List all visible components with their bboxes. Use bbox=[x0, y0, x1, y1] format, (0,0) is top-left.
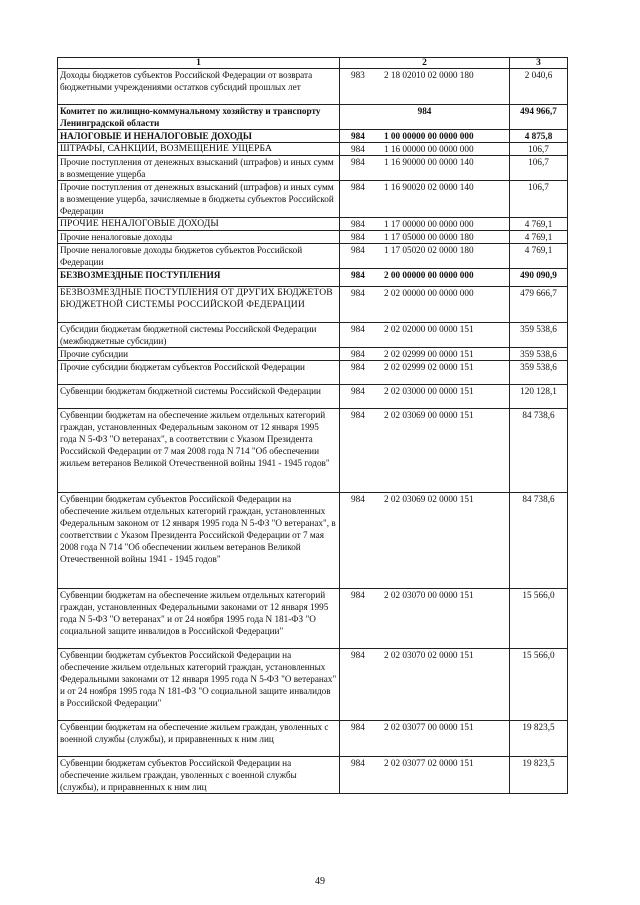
row-name: Прочие поступления от денежных взысканий (штрафов) и иных сумм в возмещение ущерба bbox=[58, 156, 340, 181]
table-row bbox=[58, 287, 568, 323]
row-admin-code: 984 bbox=[351, 590, 365, 600]
table-row bbox=[58, 181, 568, 218]
page-number: 49 bbox=[315, 876, 325, 887]
table-row bbox=[58, 244, 568, 269]
row-budget-code: 2 02 02999 02 0000 151 bbox=[384, 362, 474, 372]
row-name: Комитет по жилищно-коммунальному хозяйству и транспорту Ленинградской области bbox=[58, 105, 340, 130]
row-admin-code: 984 bbox=[351, 131, 365, 141]
row-budget-code: 1 17 05000 00 0000 180 bbox=[384, 232, 474, 242]
table-row bbox=[58, 105, 568, 130]
row-code-cell bbox=[340, 218, 510, 231]
row-code-cell bbox=[340, 757, 510, 794]
row-budget-code: 2 02 03069 00 0000 151 bbox=[384, 410, 474, 420]
row-amount: 84 738,6 bbox=[510, 409, 568, 493]
row-code-cell bbox=[340, 269, 510, 287]
row-admin-code: 984 bbox=[351, 182, 365, 192]
table-row bbox=[58, 69, 568, 105]
row-amount: 106,7 bbox=[510, 156, 568, 181]
row-admin-code: 984 bbox=[351, 722, 365, 732]
row-budget-code: 2 02 00000 00 0000 000 bbox=[384, 288, 474, 298]
row-name: ПРОЧИЕ НЕНАЛОГОВЫЕ ДОХОДЫ bbox=[58, 218, 340, 231]
table-row bbox=[58, 130, 568, 143]
row-admin-code: 984 bbox=[351, 245, 365, 255]
row-code-cell bbox=[340, 231, 510, 244]
row-code-cell bbox=[340, 287, 510, 323]
row-admin-code: 984 bbox=[351, 219, 365, 229]
row-admin-code: 984 bbox=[351, 650, 365, 660]
table-row bbox=[58, 409, 568, 493]
row-name: Прочие неналоговые доходы bbox=[58, 231, 340, 244]
row-budget-code: 2 02 02000 00 0000 151 bbox=[384, 324, 474, 334]
row-amount: 4 769,1 bbox=[510, 231, 568, 244]
table-row bbox=[58, 589, 568, 649]
row-code-cell bbox=[340, 409, 510, 493]
row-amount: 19 823,5 bbox=[510, 757, 568, 794]
row-amount: 4 875,8 bbox=[510, 130, 568, 143]
table-row bbox=[58, 757, 568, 794]
row-admin-code: 984 bbox=[351, 288, 365, 298]
row-name: НАЛОГОВЫЕ И НЕНАЛОГОВЫЕ ДОХОДЫ bbox=[58, 130, 340, 143]
row-amount: 359 538,6 bbox=[510, 361, 568, 385]
row-name: Прочие субсидии bbox=[58, 348, 340, 361]
row-amount: 490 090,9 bbox=[510, 269, 568, 287]
table-row bbox=[58, 361, 568, 385]
row-budget-code: 1 16 90000 00 0000 140 bbox=[384, 157, 474, 167]
row-name: Субвенции бюджетам субъектов Российской Федерации на обеспечение жильем отдельных категорий граждан, установленных Федеральным законом от 12 января 1995 года N 5-ФЗ "О ветеранах", в соответствии с Указом Президента Российской Федерации от 7 мая 2008 года N 714 "Об обеспечении жильем ветеранов Великой Отечественной войны 1941 - 1945 годов" bbox=[58, 493, 340, 589]
header-col-2: 2 bbox=[340, 58, 510, 69]
row-amount: 4 769,1 bbox=[510, 218, 568, 231]
row-code-cell bbox=[340, 69, 510, 105]
row-amount: 479 666,7 bbox=[510, 287, 568, 323]
header-row bbox=[58, 58, 568, 69]
row-budget-code: 2 02 02999 00 0000 151 bbox=[384, 349, 474, 359]
row-name: Субвенции бюджетам бюджетной системы Российской Федерации bbox=[58, 385, 340, 409]
row-amount: 120 128,1 bbox=[510, 385, 568, 409]
row-admin-code: 984 bbox=[351, 758, 365, 768]
row-admin-code: 984 bbox=[351, 362, 365, 372]
row-name: Прочие субсидии бюджетам субъектов Российской Федерации bbox=[58, 361, 340, 385]
row-admin-code: 983 bbox=[351, 70, 365, 80]
row-name: Субвенции бюджетам на обеспечение жильем граждан, уволенных с военной службы (службы), и приравненных к ним лиц bbox=[58, 721, 340, 757]
row-name: Доходы бюджетов субъектов Российской Федерации от возврата бюджетными учреждениями остатков субсидий прошлых лет bbox=[58, 69, 340, 105]
row-name: Субсидии бюджетам бюджетной системы Российской Федерации (межбюджетные субсидии) bbox=[58, 323, 340, 348]
row-admin-code: 984 bbox=[351, 232, 365, 242]
row-amount: 494 966,7 bbox=[510, 105, 568, 130]
row-admin-code: 984 bbox=[351, 144, 365, 154]
row-admin-code: 984 bbox=[351, 157, 365, 167]
row-code-cell bbox=[340, 143, 510, 156]
row-budget-code: 2 02 03000 00 0000 151 bbox=[384, 386, 474, 396]
row-code-cell bbox=[340, 156, 510, 181]
row-budget-code: 2 02 03069 02 0000 151 bbox=[384, 494, 474, 504]
row-name: ШТРАФЫ, САНКЦИИ, ВОЗМЕЩЕНИЕ УЩЕРБА bbox=[58, 143, 340, 156]
row-code-cell bbox=[340, 721, 510, 757]
header-col-3: 3 bbox=[510, 58, 568, 69]
row-amount: 84 738,6 bbox=[510, 493, 568, 589]
row-name: БЕЗВОЗМЕЗДНЫЕ ПОСТУПЛЕНИЯ ОТ ДРУГИХ БЮДЖЕТОВ БЮДЖЕТНОЙ СИСТЕМЫ РОССИЙСКОЙ ФЕДЕРАЦИИ bbox=[58, 287, 340, 323]
row-admin-code: 984 bbox=[417, 106, 432, 116]
row-code-cell bbox=[340, 589, 510, 649]
table-row bbox=[58, 385, 568, 409]
row-amount: 359 538,6 bbox=[510, 348, 568, 361]
row-amount: 106,7 bbox=[510, 143, 568, 156]
row-code-cell bbox=[340, 244, 510, 269]
row-code-cell bbox=[340, 649, 510, 721]
row-admin-code: 984 bbox=[351, 270, 365, 280]
row-amount: 106,7 bbox=[510, 181, 568, 218]
row-budget-code: 2 00 00000 00 0000 000 bbox=[384, 270, 474, 280]
row-code-cell bbox=[340, 385, 510, 409]
revenue-table bbox=[57, 57, 568, 794]
table-row bbox=[58, 721, 568, 757]
table-row bbox=[58, 323, 568, 348]
row-amount: 15 566,0 bbox=[510, 589, 568, 649]
table-row bbox=[58, 231, 568, 244]
row-code-cell bbox=[340, 105, 510, 130]
row-code-cell bbox=[340, 361, 510, 385]
row-budget-code: 2 02 03070 00 0000 151 bbox=[384, 590, 474, 600]
row-amount: 4 769,1 bbox=[510, 244, 568, 269]
row-amount: 19 823,5 bbox=[510, 721, 568, 757]
row-name: Субвенции бюджетам на обеспечение жильем отдельных категорий граждан, установленных Федеральными законами от 12 января 1995 года N 5-ФЗ "О ветеранах" и от 24 ноября 1995 года N 181-ФЗ "О социальной защите инвалидов в Российской Федерации" bbox=[58, 589, 340, 649]
row-name: БЕЗВОЗМЕЗДНЫЕ ПОСТУПЛЕНИЯ bbox=[58, 269, 340, 287]
row-budget-code: 1 16 00000 00 0000 000 bbox=[384, 144, 474, 154]
row-budget-code: 2 02 03077 00 0000 151 bbox=[384, 722, 474, 732]
table-row bbox=[58, 649, 568, 721]
table-row bbox=[58, 348, 568, 361]
table-body bbox=[58, 69, 568, 794]
row-name: Субвенции бюджетам субъектов Российской Федерации на обеспечение жильем отдельных категорий граждан, установленных Федеральными законами от 12 января 1995 года N 5-ФЗ "О ветеранах" и от 24 ноября 1995 года N 181-ФЗ "О социальной защите инвалидов в Российской Федерации" bbox=[58, 649, 340, 721]
row-name: Субвенции бюджетам субъектов Российской Федерации на обеспечение жильем граждан, уволенных с военной службы (службы), и приравненных к ним лиц bbox=[58, 757, 340, 794]
row-admin-code: 984 bbox=[351, 349, 365, 359]
table-row bbox=[58, 156, 568, 181]
row-name: Прочие поступления от денежных взысканий (штрафов) и иных сумм в возмещение ущерба, зачисляемые в бюджеты субъектов Российской Федерации bbox=[58, 181, 340, 218]
row-admin-code: 984 bbox=[351, 410, 365, 420]
row-code-cell bbox=[340, 493, 510, 589]
header-col-1: 1 bbox=[58, 58, 340, 69]
row-budget-code: 2 02 03070 02 0000 151 bbox=[384, 650, 474, 660]
row-amount: 2 040,6 bbox=[510, 69, 568, 105]
table-row bbox=[58, 218, 568, 231]
row-budget-code: 2 18 02010 02 0000 180 bbox=[384, 70, 474, 80]
row-admin-code: 984 bbox=[351, 386, 365, 396]
row-budget-code: 2 02 03077 02 0000 151 bbox=[384, 758, 474, 768]
row-code-cell bbox=[340, 348, 510, 361]
row-code-cell bbox=[340, 130, 510, 143]
row-code-cell bbox=[340, 181, 510, 218]
row-budget-code: 1 16 90020 02 0000 140 bbox=[384, 182, 474, 192]
row-budget-code: 1 17 05020 02 0000 180 bbox=[384, 245, 474, 255]
row-name: Прочие неналоговые доходы бюджетов субъектов Российской Федерации bbox=[58, 244, 340, 269]
row-amount: 15 566,0 bbox=[510, 649, 568, 721]
table-row bbox=[58, 143, 568, 156]
row-name: Субвенции бюджетам на обеспечение жильем отдельных категорий граждан, установленных Федеральным законом от 12 января 1995 года N 5-ФЗ "О ветеранах", в соответствии с Указом Президента Российской Федерации от 7 мая 2008 года N 714 "Об обеспечении жильем ветеранов Великой Отечественной войны 1941 - 1945 годов" bbox=[58, 409, 340, 493]
row-code-cell bbox=[340, 323, 510, 348]
table-row bbox=[58, 269, 568, 287]
row-budget-code: 1 17 00000 00 0000 000 bbox=[384, 219, 474, 229]
table-row bbox=[58, 493, 568, 589]
row-admin-code: 984 bbox=[351, 324, 365, 334]
row-amount: 359 538,6 bbox=[510, 323, 568, 348]
row-budget-code: 1 00 00000 00 0000 000 bbox=[384, 131, 474, 141]
row-admin-code: 984 bbox=[351, 494, 365, 504]
